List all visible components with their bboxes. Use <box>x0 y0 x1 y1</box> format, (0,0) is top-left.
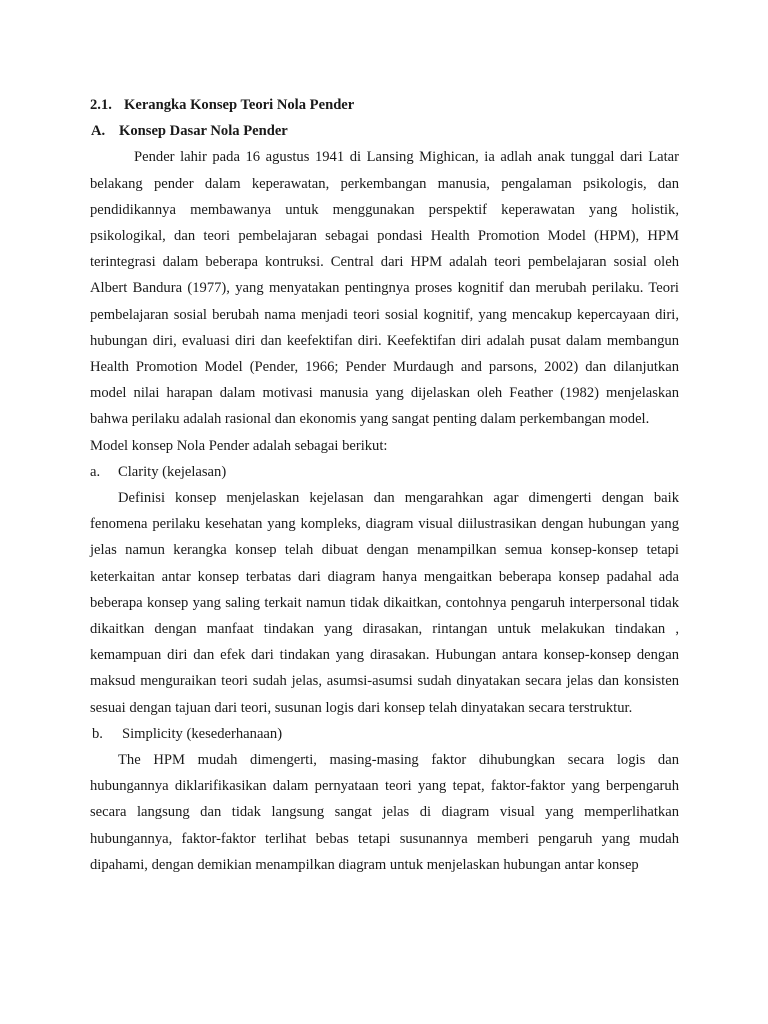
list-item-b-number: b. <box>92 725 103 742</box>
list-item-b-heading <box>90 721 679 747</box>
list-item-a-number: a. <box>90 463 101 480</box>
list-item-b-title: Simplicity (kesederhanaan) <box>122 725 283 742</box>
subsection-number: A. <box>91 123 106 140</box>
section-number: 2.1. <box>90 97 112 113</box>
list-item-b-paragraph: The HPM mudah dimengerti, masing-masing faktor dihubungkan secara logis dan hubungannya diklarifikasikan dalam pernyataan teori yang tepat, faktor-faktor yang berpengaruh secara langsung dan tidak langsung sangat jelas di diagram visual yang memperlihatkan hubungannya, faktor-faktor terlihat bebas tetapi susunannya memberi pengaruh yang mudah dipahami, dengan demikian menampilkan diagram untuk menjelaskan hubungan antar konsep <box>90 752 679 873</box>
section-title: Kerangka Konsep Teori Nola Pender <box>124 97 355 113</box>
body-paragraph-1: Pender lahir pada 16 agustus 1941 di Lansing Mighican, ia adlah anak tunggal dari Latar belakang pender dalam keperawatan, perkembangan manusia, pengalaman psikologis, dan pendidikannya membawanya untuk menggunakan perspektif keperawatan yang holistik, psikologikal, dan teori pembelajaran sebagai pondasi Health Promotion Model (HPM), HPM terintegrasi dalam beberapa kontruksi. Central dari HPM adalah teori pembelajaran sosial oleh Albert Bandura (1977), yang menyatakan pentingnya proses kognitif dan merubah perilaku. Teori pembelajaran sosial berubah nama menjadi teori sosial kognitif, yang mencakup kepercayaan diri, hubungan diri, evaluasi diri dan keefektifan diri. Keefektifan diri adalah pusat dalam membangun Health Promotion Model (Pender, 1966; Pender Murdaugh and parsons, 2002) dan dilanjutkan model nilai harapan dalam motivasi manusia yang dijelaskan oleh Feather (1982) menjelaskan bahwa perilaku adalah rasional dan ekonomis yang sangat penting dalam perkembangan model. <box>90 149 679 428</box>
document-page <box>90 92 679 878</box>
subsection-heading-a <box>90 118 679 144</box>
subsection-title: Konsep Dasar Nola Pender <box>119 123 288 140</box>
body-paragraph-2: Model konsep Nola Pender adalah sebagai berikut: <box>90 437 388 454</box>
section-heading <box>90 92 679 118</box>
list-item-a-paragraph: Definisi konsep menjelaskan kejelasan dan mengarahkan agar dimengerti dengan baik fenomena perilaku kesehatan yang kompleks, diagram visual diilustrasikan dengan hubungan yang jelas namun kerangka konsep telah dibuat dengan menampilkan semua konsep-konsep tetapi keterkaitan antar konsep terbatas dari diagram hanya mengaitkan beberapa konsep padahal ada beberapa konsep yang saling terkait namun tidak dikaitkan, contohnya pengaruh interpersonal tidak dikaitkan dengan manfaat tindakan yang dirasakan, rintangan untuk melakukan tindakan , kemampuan diri dan efek dari tindakan yang dirasakan. Hubungan antara konsep-konsep dengan maksud menguraikan teori sudah jelas, asumsi-asumsi sudah dinyatakan secara jelas dan konsisten sesuai dengan tajuan dari teori, susunan logis dari konsep telah dinyatakan secara terstruktur. <box>90 490 679 716</box>
list-item-a-title: Clarity (kejelasan) <box>118 463 227 480</box>
list-item-a-heading <box>90 459 679 485</box>
